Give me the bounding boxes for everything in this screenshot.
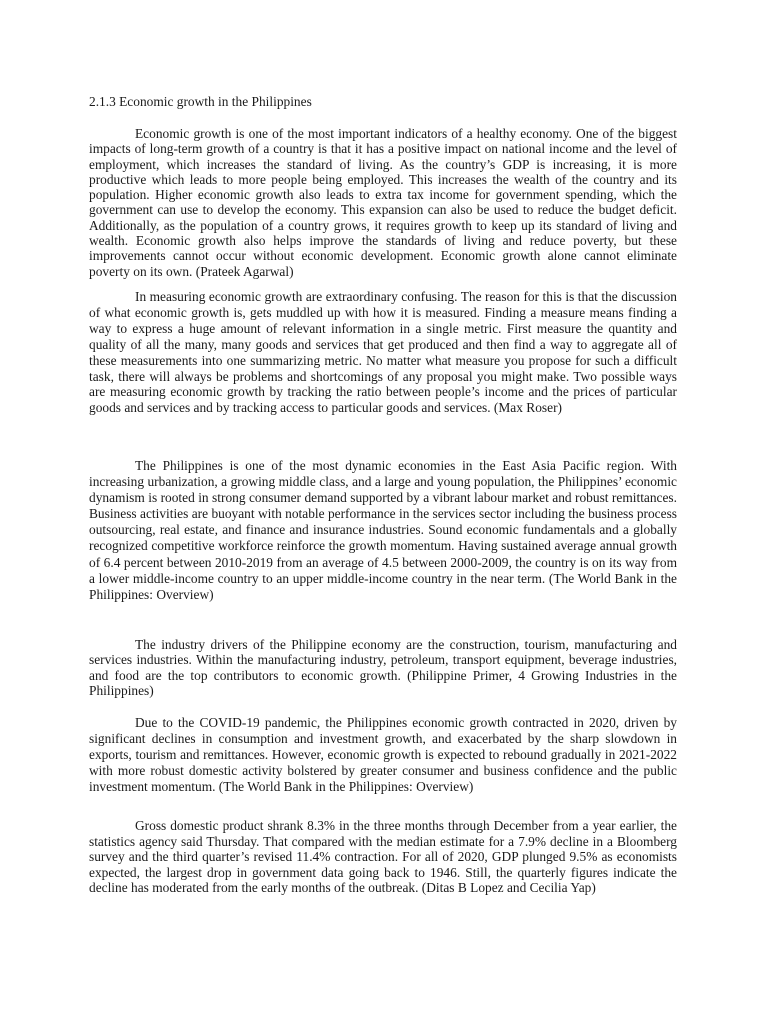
paragraph-covid-impact: Due to the COVID-19 pandemic, the Philippines economic growth contracted in 2020, driven by significant declines in consumption and investment growth, and exacerbated by the sharp slowdown in exports, tourism and remittances. However, economic growth is expected to rebound gradually in 2021-2022 with more robust domestic activity bolstered by greater consumer and business confidence and the public investment momentum. (The World Bank in the Philippines: Overview) (89, 715, 677, 795)
paragraph-measuring-growth: In measuring economic growth are extraordinary confusing. The reason for this is that the discussion of what economic growth is, gets muddled up with how it is measured. Finding a measure means finding a way to express a huge amount of relevant information in a single metric. First measure the quantity and quality of all the many, many goods and services that get produced and then find a way to aggregate all of these measurements into one summarizing metric. No matter what measure you propose for such a difficult task, there will always be problems and shortcomings of any proposal you might make. Two possible ways are measuring economic growth by tracking the ratio between people’s income and the prices of particular goods and services and by tracking access to particular goods and services. (Max Roser) (89, 289, 677, 416)
paragraph-philippines-dynamic-economy: The Philippines is one of the most dynamic economies in the East Asia Pacific region. With increasing urbanization, a growing middle class, and a large and young population, the Philippines’ economic dynamism is rooted in strong consumer demand supported by a vibrant labour market and robust remittances. Business activities are buoyant with notable performance in the services sector including the business process outsourcing, real estate, and finance and insurance industries. Sound economic fundamentals and a globally recognized competitive workforce reinforce the growth momentum. Having sustained average annual growth of 6.4 percent between 2010-2019 from an average of 4.5 between 2000-2009, the country is on its way from a lower middle-income country to an upper middle-income country in the near term. (The World Bank in the Philippines: Overview) (89, 458, 677, 602)
paragraph-gdp-contraction: Gross domestic product shrank 8.3% in the three months through December from a year earlier, the statistics agency said Thursday. That compared with the median estimate for a 7.9% decline in a Bloomberg survey and the third quarter’s revised 11.4% contraction. For all of 2020, GDP plunged 9.5% as economists expected, the largest drop in government data going back to 1946. Still, the quarterly figures indicate the decline has moderated from the early months of the outbreak. (Ditas B Lopez and Cecilia Yap) (89, 818, 677, 896)
section-heading: 2.1.3 Economic growth in the Philippines (89, 94, 312, 109)
paragraph-economic-growth-importance: Economic growth is one of the most important indicators of a healthy economy. One of the biggest impacts of long-term growth of a country is that it has a positive impact on national income and the level of employment, which increases the standard of living. As the country’s GDP is increasing, it is more productive which leads to more people being employed. This increases the wealth of the country and its population. Higher economic growth also leads to extra tax income for government spending, which the government can use to develop the economy. This expansion can also be used to reduce the budget deficit. Additionally, as the population of a country grows, it requires growth to keep up its standard of living and wealth. Economic growth also helps improve the standards of living and reduce poverty, but these improvements cannot occur without economic development. Economic growth alone cannot eliminate poverty on its own. (Prateek Agarwal) (89, 126, 677, 279)
paragraph-industry-drivers: The industry drivers of the Philippine economy are the construction, tourism, manufacturing and services industries. Within the manufacturing industry, petroleum, transport equipment, beverage industries, and food are the top contributors to economic growth. (Philippine Primer, 4 Growing Industries in the Philippines) (89, 637, 677, 698)
